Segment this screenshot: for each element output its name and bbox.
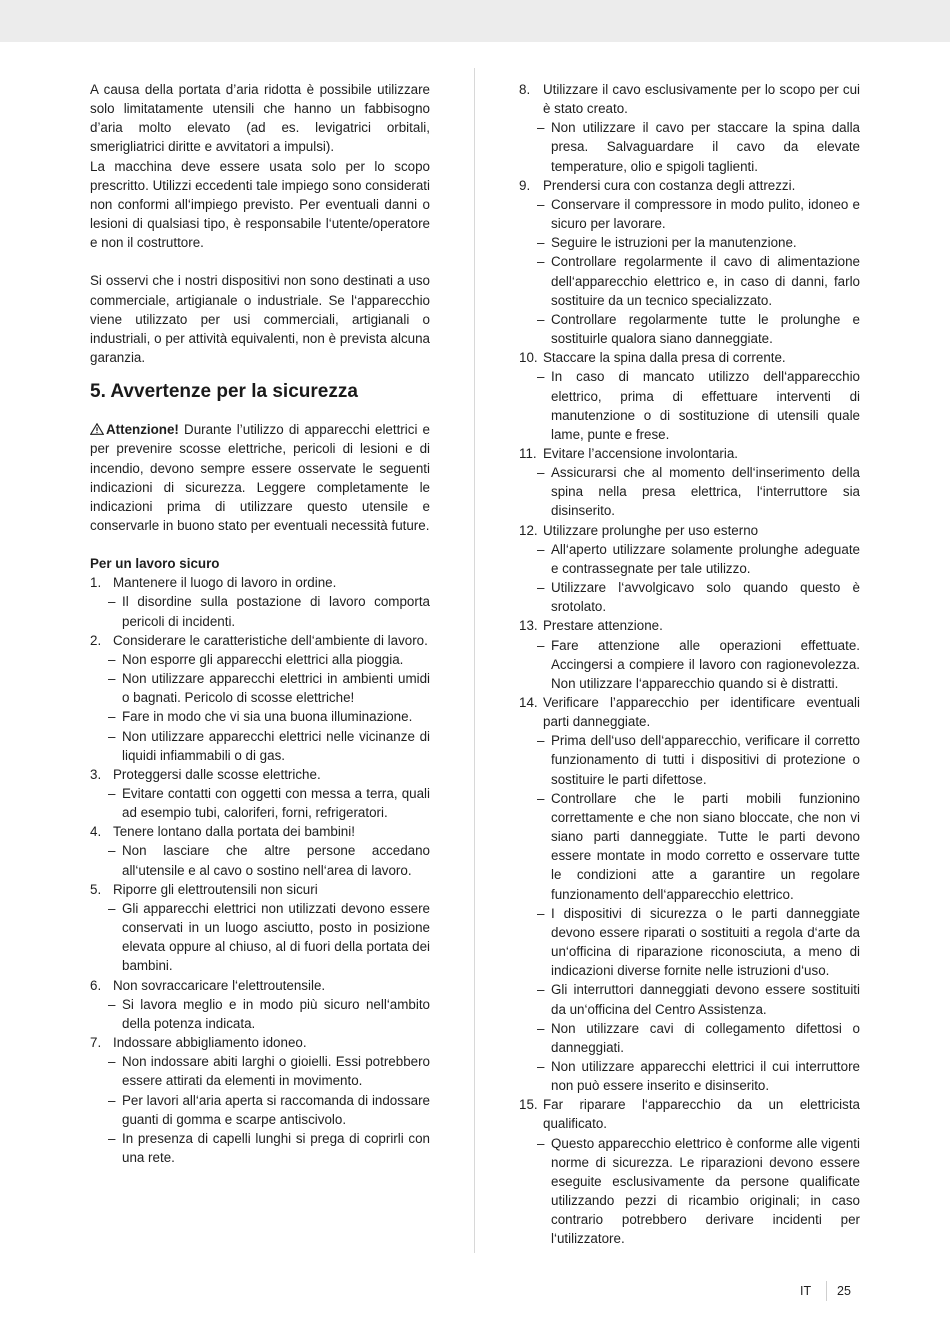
list-item [519, 348, 860, 367]
page-number: 25 [837, 1284, 851, 1298]
list-item-text: Staccare la spina dalla presa di corrente. [543, 350, 786, 366]
list-item [90, 573, 430, 592]
bullet-dash: – [108, 709, 116, 725]
bullet-dash: – [108, 728, 116, 744]
warning-text: Durante l’utilizzo di apparecchi elettrici e per prevenire scosse elettriche, pericoli di lesioni e di incendio, devono sempre essere osservate le seguenti indicazioni di sicurezza. Leggere completamente le indicazioni prima di utilizzare questo utensile e conservarle in buono stato per eventuali necessità future. [90, 422, 430, 533]
list-item-text: Riporre gli elettroutensili non sicuri [113, 881, 318, 897]
bullet-dash: – [108, 843, 116, 859]
bullet-item [519, 233, 860, 252]
list-item-number: 12. [519, 522, 538, 538]
bullet-item [90, 1129, 430, 1167]
bullet-item [519, 731, 860, 788]
bullet-dash: – [537, 580, 545, 596]
list-item-number: 7. [90, 1035, 102, 1051]
bullet-text: In caso di mancato utilizzo dell‘apparecchio elettrico, prima di effettuare interventi di manutenzione o di sostituzione di utensili quale lame, punte e frese. [551, 369, 860, 442]
list-item [519, 176, 860, 195]
bullet-dash: – [537, 790, 545, 806]
bullet-dash: – [108, 651, 116, 667]
list-item [90, 822, 430, 841]
bullet-dash: – [537, 196, 545, 212]
bullet-item [519, 195, 860, 233]
bullet-item [519, 463, 860, 520]
subheading: Per un lavoro sicuro [90, 556, 220, 572]
list-item-number: 2. [90, 632, 102, 648]
footer-language: IT [800, 1284, 812, 1298]
bullet-item [90, 650, 430, 669]
list-item-number: 5. [90, 881, 102, 897]
list-item [519, 1095, 860, 1133]
bullet-dash: – [537, 254, 545, 270]
bullet-text: In presenza di capelli lunghi si prega di coprirli con una rete. [122, 1130, 430, 1165]
bullet-text: Controllare regolarmente il cavo di alimentazione dell‘apparecchio elettrico e, in caso di danni, farlo sostituire da un tecnico specializzato. [551, 254, 860, 308]
list-item-text: Evitare l’accensione involontaria. [543, 445, 739, 461]
list-item-number: 3. [90, 766, 102, 782]
list-item-text: Verificare l’apparecchio per identificare eventuali parti danneggiate. [543, 695, 860, 730]
bullet-dash: – [108, 786, 116, 801]
bullet-item [90, 727, 430, 765]
list-item-text: Prestare attenzione. [543, 618, 663, 634]
list-item-number: 13. [519, 618, 538, 634]
bullet-item [90, 707, 430, 726]
bullet-text: Prima dell‘uso dell‘apparecchio, verificare il corretto funzionamento di tutti i dispositivi di protezione o sostituire le parti difettose. [551, 733, 860, 787]
list-item [519, 80, 860, 118]
bullet-item [519, 1019, 860, 1057]
warning-label: Attenzione! [106, 422, 179, 438]
bullet-item [519, 904, 860, 981]
bullet-text: Fare attenzione alle operazioni effettuate. Accingersi a compiere il lavoro con ragionevolezza. Non utilizzare l‘apparecchio quando si è distratti. [551, 637, 860, 691]
list-item-number: 15. [519, 1097, 538, 1113]
list-item-text: Non sovraccaricare l‘elettroutensile. [113, 977, 326, 993]
list-item-text: Mantenere il luogo di lavoro in ordine. [113, 575, 337, 591]
list-item-text: Indossare abbigliamento idoneo. [113, 1035, 307, 1051]
list-item [519, 616, 860, 635]
safety-list [519, 80, 860, 1249]
bullet-text: Il disordine sulla postazione di lavoro comporta pericoli di incidenti. [122, 594, 430, 629]
bullet-item [519, 252, 860, 309]
bullet-text: Questo apparecchio elettrico è conforme alle vigenti norme di sicurezza. Le riparazioni devono essere eseguite esclusivamente da persone qualificate utilizzando pezzi di ricambio originali; in caso contrario potrebbero derivare incidenti per l‘utilizzatore. [551, 1135, 860, 1247]
list-item [90, 1033, 430, 1052]
bullet-item [90, 1091, 430, 1129]
bullet-text: Gli interruttori danneggiati devono essere sostituiti da un‘officina del Centro Assistenza. [551, 982, 860, 1017]
bullet-item [519, 1057, 860, 1095]
list-item-text: Utilizzare prolunghe per uso esterno [543, 522, 759, 538]
list-item [90, 976, 430, 995]
list-item-number: 1. [90, 575, 102, 591]
bullet-item [519, 578, 860, 616]
bullet-text: Controllare regolarmente tutte le prolunghe e sostituirle qualora siano danneggiate. [551, 311, 860, 347]
bullet-text: Fare in modo che vi sia una buona illuminazione. [122, 709, 413, 725]
list-item [519, 444, 860, 463]
list-item-number: 8. [519, 82, 531, 97]
bullet-text: Non utilizzare apparecchi elettrici il cui interruttore non può essere inserito e disinserito. [551, 1058, 860, 1094]
bullet-dash: – [537, 541, 545, 557]
bullet-text: Non utilizzare il cavo per staccare la spina dalla presa. Salvaguardare il cavo da elevate temperature, olio e spigoli taglienti. [551, 120, 860, 174]
bullet-text: All‘aperto utilizzare solamente prolunghe adeguate e contrassegnate per tale utilizzo. [551, 541, 860, 576]
bullet-dash: – [537, 235, 545, 251]
bullet-dash: – [537, 637, 545, 653]
bullet-dash: – [537, 1020, 545, 1036]
bullet-dash: – [537, 465, 545, 481]
bullet-item [90, 1052, 430, 1090]
bullet-text: I dispositivi di sicurezza o le parti danneggiate devono essere riparati o sostituiti a regola d‘arte da un‘officina di riparazione riconosciuta, a meno di indicazioni diverse fornite nelle istruzioni d‘uso. [551, 905, 860, 979]
bullet-text: Seguire le istruzioni per la manutenzione. [551, 235, 797, 251]
bullet-dash: – [537, 311, 545, 327]
bullet-dash: – [537, 982, 545, 998]
bullet-dash: – [537, 369, 545, 385]
list-item [90, 631, 430, 650]
list-item-number: 10. [519, 350, 538, 366]
list-item [90, 880, 430, 899]
bullet-dash: – [108, 1092, 116, 1108]
bullet-text: Si lavora meglio e in modo più sicuro nell‘ambito della potenza indicata. [122, 996, 430, 1031]
bullet-text: Controllare che le parti mobili funzionino correttamente e che non siano bloccate, che non vi siano parti danneggiate. Tutte le parti devono essere montate in modo corretto e osservare tutte le condizioni atte a garantire un regolare funzionamento dell‘apparecchio elettrico. [551, 790, 860, 902]
bullet-item [519, 980, 860, 1018]
bullet-text: Per lavori all‘aria aperta si raccomanda di indossare guanti di gomma e scarpe antiscivolo. [122, 1092, 430, 1127]
bullet-text: Non utilizzare cavi di collegamento difettosi o danneggiati. [551, 1020, 860, 1055]
bullet-item [90, 995, 430, 1033]
bullet-item [519, 1134, 860, 1249]
list-item-text: Proteggersi dalle scosse elettriche. [113, 766, 321, 782]
bullet-item [519, 367, 860, 444]
intro-paragraph: La macchina deve essere usata solo per lo scopo prescritto. Utilizzi eccedenti tale impiego sono considerati non conformi all‘impiego previsto. Per eventuali danni o lesioni di qualsiasi tipo, è responsabile l‘utente/operatore e non il costruttore. [90, 158, 430, 251]
bullet-dash: – [108, 996, 116, 1012]
warning-triangle-icon [90, 423, 104, 435]
bullet-dash: – [108, 1130, 116, 1146]
section-heading: 5. Avvertenze per la sicurezza [90, 381, 358, 403]
left-column [90, 80, 430, 1167]
bullet-text: Non esporre gli apparecchi elettrici alla pioggia. [122, 651, 404, 667]
list-item-number: 6. [90, 977, 102, 993]
list-item-number: 4. [90, 824, 102, 840]
bullet-item [519, 789, 860, 904]
intro-paragraph: Si osservi che i nostri dispositivi non sono destinati a uso commerciale, artigianale o industriale. Se l‘apparecchio viene utilizzato per usi commerciali, artigianali o industriali, o per attività equivalenti, non è prevista alcuna garanzia. [90, 273, 430, 366]
bullet-text: Assicurarsi che al momento dell‘inserimento della spina nella presa elettrica, l‘interruttore sia disinserito. [551, 465, 860, 519]
bullet-item [90, 899, 430, 976]
bullet-dash: – [108, 671, 116, 687]
list-item-text: Tenere lontano dalla portata dei bambini! [113, 824, 355, 840]
list-item-text: Considerare le caratteristiche dell‘ambiente di lavoro. [113, 632, 428, 648]
bullet-dash: – [537, 905, 545, 921]
bullet-text: Non indossare abiti larghi o gioielli. Essi potrebbero essere attirati da elementi in movimento. [122, 1054, 430, 1089]
list-item-number: 11. [519, 445, 537, 461]
bullet-item [90, 592, 430, 630]
bullet-dash: – [108, 1054, 116, 1070]
bullet-dash: – [537, 120, 545, 136]
bullet-item [519, 540, 860, 578]
bullet-text: Conservare il compressore in modo pulito, idoneo e sicuro per lavorare. [551, 196, 860, 232]
list-item-number: 14. [519, 695, 538, 710]
bullet-dash: – [537, 1135, 545, 1151]
warning-paragraph [90, 420, 430, 535]
list-item-text: Utilizzare il cavo esclusivamente per lo scopo per cui è stato creato. [543, 82, 860, 117]
list-item [90, 765, 430, 784]
right-column [519, 80, 860, 1249]
bullet-item [90, 669, 430, 707]
list-item [519, 521, 860, 540]
bullet-item [90, 841, 430, 879]
bullet-text: Evitare contatti con oggetti con messa a terra, quali ad esempio tubi, caloriferi, forni, refrigeratori. [122, 786, 430, 821]
list-item-text: Prendersi cura con costanza degli attrezzi. [543, 177, 796, 193]
bullet-item [519, 636, 860, 693]
bullet-dash: – [537, 733, 545, 749]
footer-separator [826, 1281, 827, 1301]
bullet-item [519, 118, 860, 175]
bullet-text: Non lasciare che altre persone accedano all‘utensile e al cavo o sostino nell‘area di lavoro. [122, 843, 430, 878]
top-bar [0, 0, 950, 42]
bullet-dash: – [108, 900, 116, 916]
bullet-text: Gli apparecchi elettrici non utilizzati devono essere conservati in un luogo asciutto, posto in posizione elevata oppure al chiuso, al di fuori della portata dei bambini. [122, 900, 430, 974]
bullet-dash: – [108, 594, 116, 610]
list-item [519, 693, 860, 731]
list-item-number: 9. [519, 177, 531, 193]
bullet-text: Utilizzare l‘avvolgicavo solo quando questo è srotolato. [551, 580, 860, 615]
bullet-text: Non utilizzare apparecchi elettrici in ambienti umidi o bagnati. Pericolo di scosse elettriche! [122, 671, 430, 706]
column-divider [474, 68, 475, 1253]
bullet-item [90, 784, 430, 822]
bullet-text: Non utilizzare apparecchi elettrici nelle vicinanze di liquidi infiammabili o di gas. [122, 728, 430, 763]
bullet-item [519, 310, 860, 348]
list-item-text: Far riparare l‘apparecchio da un elettricista qualificato. [543, 1097, 860, 1132]
bullet-dash: – [537, 1058, 545, 1074]
safety-list [90, 573, 430, 1167]
intro-paragraph: A causa della portata d’aria ridotta è possibile utilizzare solo limitatamente utensili che hanno un fabbisogno d’aria molto elevato (ad es. levigatrici orbitali, smerigliatrici diritte e avvitatori a impulsi). [90, 82, 430, 155]
